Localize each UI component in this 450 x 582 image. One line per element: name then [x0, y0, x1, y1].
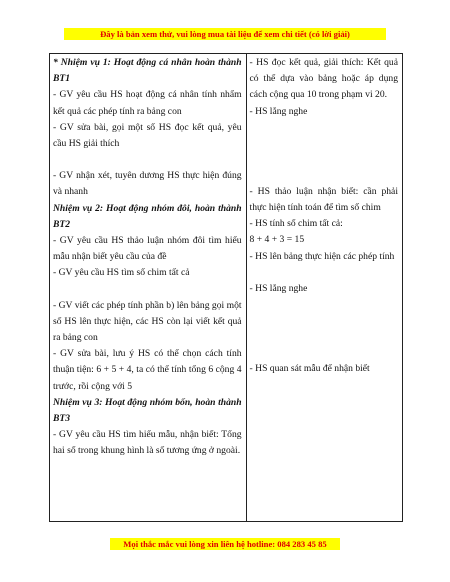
- student-step: - HS thảo luận nhận biết: cần phải thực hiện tính toán để tìm số chim: [249, 185, 398, 214]
- teacher-activities-cell: [50, 54, 247, 522]
- teacher-step: - GV sửa bài, gọi một số HS đọc kết quả, yêu cầu HS giải thích: [53, 121, 242, 150]
- student-step: - HS lắng nghe: [249, 105, 308, 117]
- student-step: - HS đọc kết quả, giải thích: Kết quả có thể dựa vào bảng hoặc áp dụng cách cộng qua 10 trong phạm vi 20.: [249, 57, 398, 101]
- spacer: [250, 265, 398, 281]
- spacer: [250, 120, 398, 136]
- teacher-step: - GV yêu cầu HS hoạt động cá nhân tính nhẩm kết quả các phép tính ra bảng con: [53, 89, 242, 117]
- preview-notice-banner: Đây là bản xem thử, vui lòng mua tài liệu để xem chi tiết (có lời giải): [64, 28, 386, 40]
- spacer: [250, 313, 398, 329]
- teacher-step: - GV viết các phép tính phần b) lên bảng gọi một số HS lên thực hiện, các HS còn lại viết kết quả ra bảng con: [53, 299, 242, 344]
- student-activities-cell: [246, 54, 402, 522]
- task-2-title: Nhiệm vụ 2: Hoạt động nhóm đôi, hoàn thành BT2: [53, 202, 242, 230]
- spacer: [250, 345, 398, 361]
- teacher-step: - GV yêu cầu HS thảo luận nhóm đôi tìm hiểu mẫu nhận biết yêu cầu của đề: [53, 235, 242, 263]
- lesson-activity-table: [49, 53, 403, 522]
- spacer: [250, 152, 398, 168]
- teacher-step: - GV yêu cầu HS tìm số chim tất cả: [53, 267, 190, 279]
- spacer: [250, 168, 398, 184]
- task-3-title: Nhiệm vụ 3: Hoạt động nhóm bốn, hoàn thành BT3: [53, 396, 242, 425]
- student-step: - HS quan sát mẫu để nhận biết: [249, 363, 370, 375]
- student-step: - HS lắng nghe: [249, 282, 308, 294]
- spacer: [250, 297, 398, 313]
- student-step: - HS lên bảng thực hiện các phép tính: [249, 250, 395, 262]
- teacher-step: - GV sửa bài, lưu ý HS có thể chọn cách tính thuận tiện: 6 + 5 + 4, ta có thể tính tổng 6 cộng 4 trước, rồi cộng với 5: [53, 348, 242, 392]
- student-step: 8 + 4 + 3 = 15: [249, 234, 305, 246]
- spacer: [53, 282, 242, 298]
- table-row: [50, 54, 403, 522]
- hotline-contact-banner: Mọi thắc mắc vui lòng xin liên hệ hotline: 084 283 45 85: [110, 538, 340, 550]
- spacer: [250, 136, 398, 152]
- spacer: [53, 152, 242, 168]
- teacher-step: - GV yêu cầu HS tìm hiểu mẫu, nhận biết: Tổng hai số trong khung hình là số tương ứng ở ngoài.: [53, 429, 242, 457]
- spacer: [250, 329, 398, 345]
- teacher-step: - GV nhận xét, tuyên dương HS thực hiện đúng và nhanh: [53, 170, 242, 198]
- student-step: - HS tính số chim tất cả:: [249, 218, 343, 230]
- task-1-title: * Nhiệm vụ 1: Hoạt động cá nhân hoàn thành BT1: [53, 57, 242, 85]
